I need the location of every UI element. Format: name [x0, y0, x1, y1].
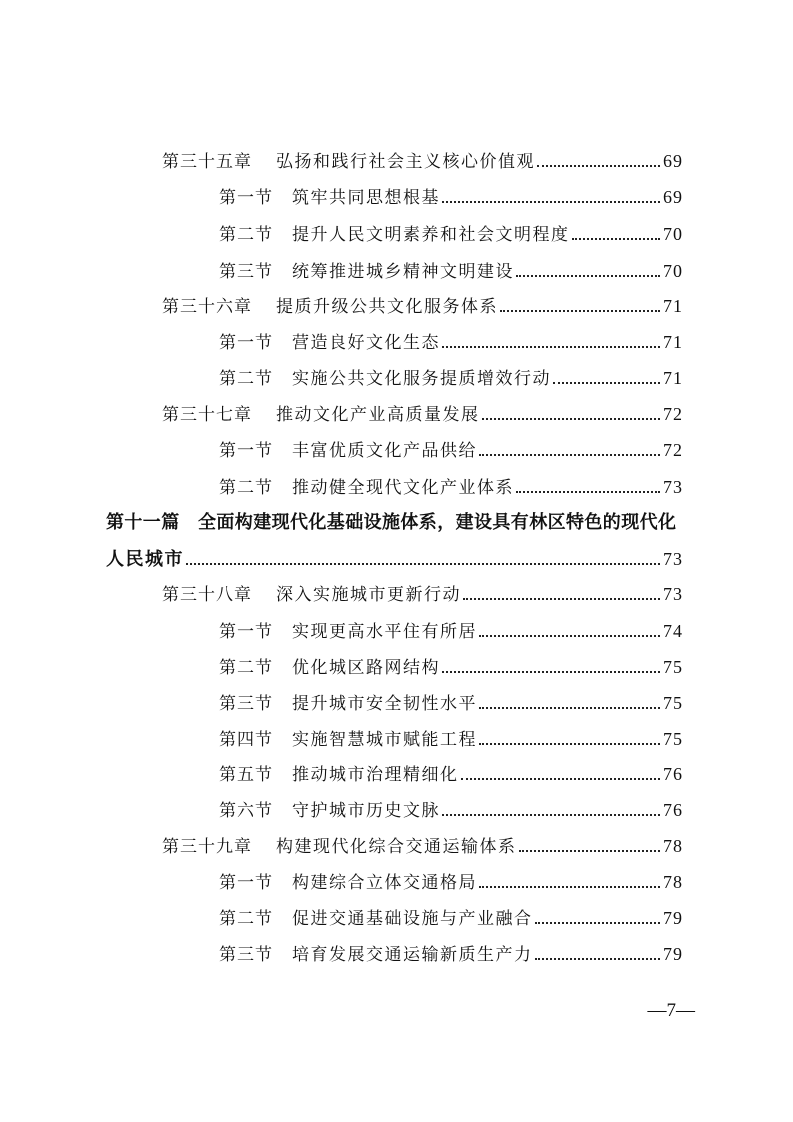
chapter-title: 深入实施城市更新行动 — [276, 585, 461, 605]
dot-leader — [186, 563, 660, 565]
dot-leader — [442, 346, 660, 348]
chapter-number: 第三十七章 — [162, 405, 252, 425]
page-ref: 69 — [663, 151, 683, 171]
chapter-title: 构建现代化综合交通运输体系 — [276, 837, 517, 857]
page-ref: 70 — [663, 224, 683, 244]
dot-leader — [479, 886, 660, 888]
page-ref: 69 — [663, 187, 683, 207]
section-title: 筑牢共同思想根基 — [292, 188, 440, 208]
section-number: 第三节 — [219, 694, 273, 714]
page-ref: 79 — [663, 908, 683, 928]
toc-entry-section — [219, 942, 683, 967]
section-number: 第一节 — [219, 622, 273, 642]
dot-leader — [535, 958, 661, 960]
section-title: 实施公共文化服务提质增效行动 — [292, 369, 551, 389]
page-number: —7— — [647, 1000, 695, 1021]
dot-leader — [461, 778, 661, 780]
toc-entry-section — [219, 655, 683, 680]
section-number: 第一节 — [219, 873, 273, 893]
toc-entry-chapter — [162, 402, 683, 427]
section-title: 推动城市治理精细化 — [292, 765, 459, 785]
section-number: 第四节 — [219, 730, 273, 750]
chapter-number: 第三十五章 — [162, 152, 252, 172]
page-ref: 78 — [663, 836, 683, 856]
page-ref: 76 — [663, 800, 683, 820]
page-ref: 73 — [663, 549, 683, 569]
toc-entry-section — [219, 906, 683, 931]
section-number: 第三节 — [219, 945, 273, 965]
section-title: 实现更高水平住有所居 — [292, 622, 477, 642]
section-number: 第二节 — [219, 478, 273, 498]
section-title: 统筹推进城乡精神文明建设 — [292, 262, 514, 282]
dot-leader — [463, 598, 660, 600]
chapter-number: 第三十八章 — [162, 585, 252, 605]
page-ref: 76 — [663, 764, 683, 784]
section-title: 守护城市历史文脉 — [292, 801, 440, 821]
page-ref: 73 — [663, 477, 683, 497]
dot-leader — [519, 850, 661, 852]
dot-leader — [482, 418, 661, 420]
dot-leader — [553, 382, 660, 384]
section-number: 第二节 — [219, 909, 273, 929]
page-ref: 74 — [663, 621, 683, 641]
toc-entry-section — [219, 798, 683, 823]
toc-entry-part — [106, 547, 683, 572]
page-ref: 75 — [663, 657, 683, 677]
page-ref: 71 — [663, 368, 683, 388]
chapter-title: 弘扬和践行社会主义核心价值观 — [276, 152, 535, 172]
dot-leader — [479, 707, 660, 709]
section-title: 推动健全现代文化产业体系 — [292, 478, 514, 498]
page-ref: 75 — [663, 729, 683, 749]
page-ref: 70 — [663, 261, 683, 281]
dot-leader — [537, 165, 660, 167]
section-title: 优化城区路网结构 — [292, 658, 440, 678]
section-title: 丰富优质文化产品供给 — [292, 441, 477, 461]
toc-entry-section — [219, 185, 683, 210]
page-ref: 79 — [663, 944, 683, 964]
toc-entry-section — [219, 330, 683, 355]
chapter-number: 第三十六章 — [162, 297, 252, 317]
dot-leader — [479, 454, 660, 456]
page-ref: 71 — [663, 332, 683, 352]
section-title: 促进交通基础设施与产业融合 — [292, 909, 533, 929]
toc-entry-chapter — [162, 149, 683, 174]
page-ref: 72 — [663, 440, 683, 460]
toc-entry-section — [219, 619, 683, 644]
chapter-title: 推动文化产业高质量发展 — [276, 405, 480, 425]
toc-entry-part-title — [106, 511, 687, 535]
page-ref: 78 — [663, 872, 683, 892]
toc-entry-section — [219, 691, 683, 716]
section-title: 实施智慧城市赋能工程 — [292, 730, 477, 750]
section-number: 第一节 — [219, 441, 273, 461]
part-title-line1: 第十一篇 全面构建现代化基础设施体系，建设具有林区特色的现代化 — [106, 512, 677, 533]
toc-entry-section — [219, 259, 683, 284]
toc-entry-chapter — [162, 582, 683, 607]
section-title: 提升城市安全韧性水平 — [292, 694, 477, 714]
section-number: 第六节 — [219, 801, 273, 821]
section-title: 营造良好文化生态 — [292, 333, 440, 353]
page-ref: 71 — [663, 296, 683, 316]
toc-entry-section — [219, 762, 683, 787]
chapter-number: 第三十九章 — [162, 837, 252, 857]
page-ref: 73 — [663, 584, 683, 604]
dot-leader — [442, 671, 660, 673]
part-title-line2: 人民城市 — [106, 549, 184, 570]
page-ref: 75 — [663, 693, 683, 713]
dot-leader — [442, 814, 660, 816]
dot-leader — [535, 922, 661, 924]
toc-entry-chapter — [162, 294, 683, 319]
dot-leader — [572, 238, 661, 240]
dot-leader — [516, 275, 660, 277]
section-title: 构建综合立体交通格局 — [292, 873, 477, 893]
section-title: 培育发展交通运输新质生产力 — [292, 945, 533, 965]
toc-entry-section — [219, 870, 683, 895]
toc-entry-section — [219, 727, 683, 752]
toc-entry-section — [219, 475, 683, 500]
dot-leader — [500, 310, 660, 312]
section-number: 第一节 — [219, 333, 273, 353]
section-number: 第一节 — [219, 188, 273, 208]
dot-leader — [479, 743, 660, 745]
dot-leader — [442, 201, 660, 203]
section-number: 第三节 — [219, 262, 273, 282]
toc-entry-section — [219, 438, 683, 463]
dot-leader — [516, 491, 660, 493]
toc-entry-section — [219, 222, 683, 247]
section-number: 第二节 — [219, 225, 273, 245]
section-number: 第二节 — [219, 369, 273, 389]
page-ref: 72 — [663, 404, 683, 424]
section-number: 第五节 — [219, 765, 273, 785]
toc-entry-chapter — [162, 834, 683, 859]
toc-entry-section — [219, 366, 683, 391]
dot-leader — [479, 635, 660, 637]
section-number: 第二节 — [219, 658, 273, 678]
chapter-title: 提质升级公共文化服务体系 — [276, 297, 498, 317]
section-title: 提升人民文明素养和社会文明程度 — [292, 225, 570, 245]
